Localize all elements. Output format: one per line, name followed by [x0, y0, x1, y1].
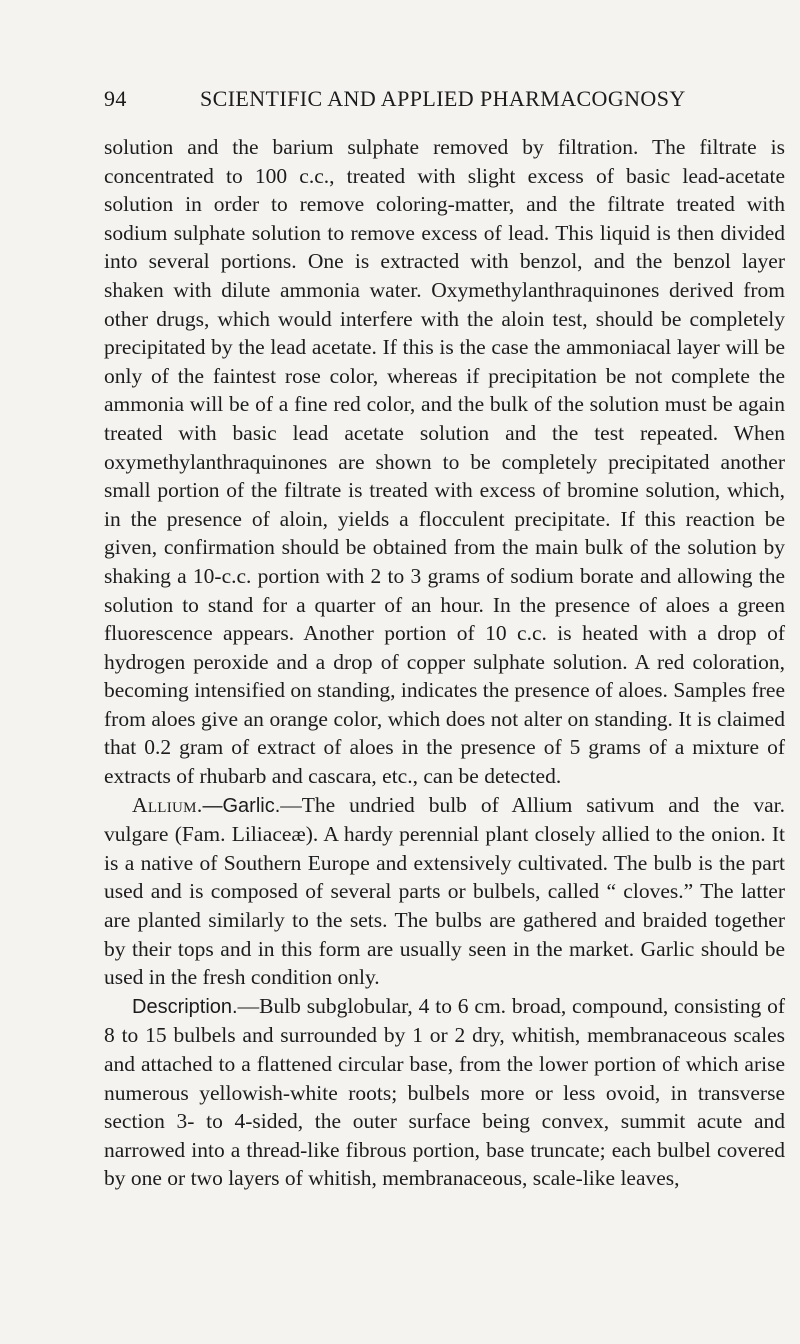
- paragraph-allium: [104, 791, 785, 992]
- description-text: —Bulb subglobular, 4 to 6 cm. broad, compound, consisting of 8 to 15 bulbels and surrounded by 1 or 2 dry, whitish, membranaceous scales and attached to a flattened circular base, from the lower portion of which arise numerous yellowish-white roots; bulbels more or less ovoid, in transverse section 3- to 4-sided, the outer surface being convex, summit acute and narrowed into a thread-like fibrous portion, base truncate; each bulbel covered by one or two layers of whitish, membranaceous, scale-like leaves,: [104, 993, 785, 1191]
- body-text: [104, 133, 785, 1193]
- description-heading: Description.: [132, 995, 238, 1018]
- allium-term: Allium.: [132, 792, 203, 817]
- paragraph-description: [104, 992, 785, 1193]
- page-header: [104, 86, 744, 116]
- garlic-heading: —Garlic.: [202, 794, 281, 817]
- allium-text: —The undried bulb of Allium sativum and the var. vulgare (Fam. Liliaceæ). A hardy perennial plant closely allied to the onion. It is a native of Southern Europe and extensively cultivated. The bulb is the part used and is composed of several parts or bulbels, called “ cloves.” The latter are planted similarly to the sets. The bulbs are gathered and braided together by their tops and in this form are usually seen in the market. Garlic should be used in the fresh condition only.: [104, 792, 785, 990]
- running-head: SCIENTIFIC AND APPLIED PHARMACOGNOSY: [200, 86, 686, 111]
- page-number: 94: [104, 86, 127, 111]
- paragraph-aloin-test: solution and the barium sulphate removed by filtration. The filtrate is concentrated to 100 c.c., treated with slight excess of basic lead-acetate solution in order to remove coloring-matter, and the filtrate treated with sodium sulphate solution to remove excess of lead. This liquid is then divided into several portions. One is extracted with benzol, and the benzol layer shaken with dilute ammonia water. Oxymethylanthraquinones derived from other drugs, which would interfere with the aloin test, should be completely precipitated by the lead acetate. If this is the case the ammoniacal layer will be only of the faintest rose color, whereas if precipitation be not complete the ammonia will be of a fine red color, and the bulk of the solution must be again treated with basic lead acetate solution and the test repeated. When oxymethylanthraquinones are shown to be completely precipitated another small portion of the filtrate is treated with excess of bromine solution, which, in the presence of aloin, yields a flocculent precipitate. If this reaction be given, confirmation should be obtained from the main bulk of the solution by shaking a 10-c.c. portion with 2 to 3 grams of sodium borate and allowing the solution to stand for a quarter of an hour. In the presence of aloes a green fluorescence appears. Another portion of 10 c.c. is heated with a drop of hydrogen peroxide and a drop of copper sulphate solution. A red coloration, becoming intensified on standing, indicates the presence of aloes. Samples free from aloes give an orange color, which does not alter on standing. It is claimed that 0.2 gram of extract of aloes in the presence of 5 grams of a mixture of extracts of rhubarb and cascara, etc., can be detected.: [104, 135, 785, 789]
